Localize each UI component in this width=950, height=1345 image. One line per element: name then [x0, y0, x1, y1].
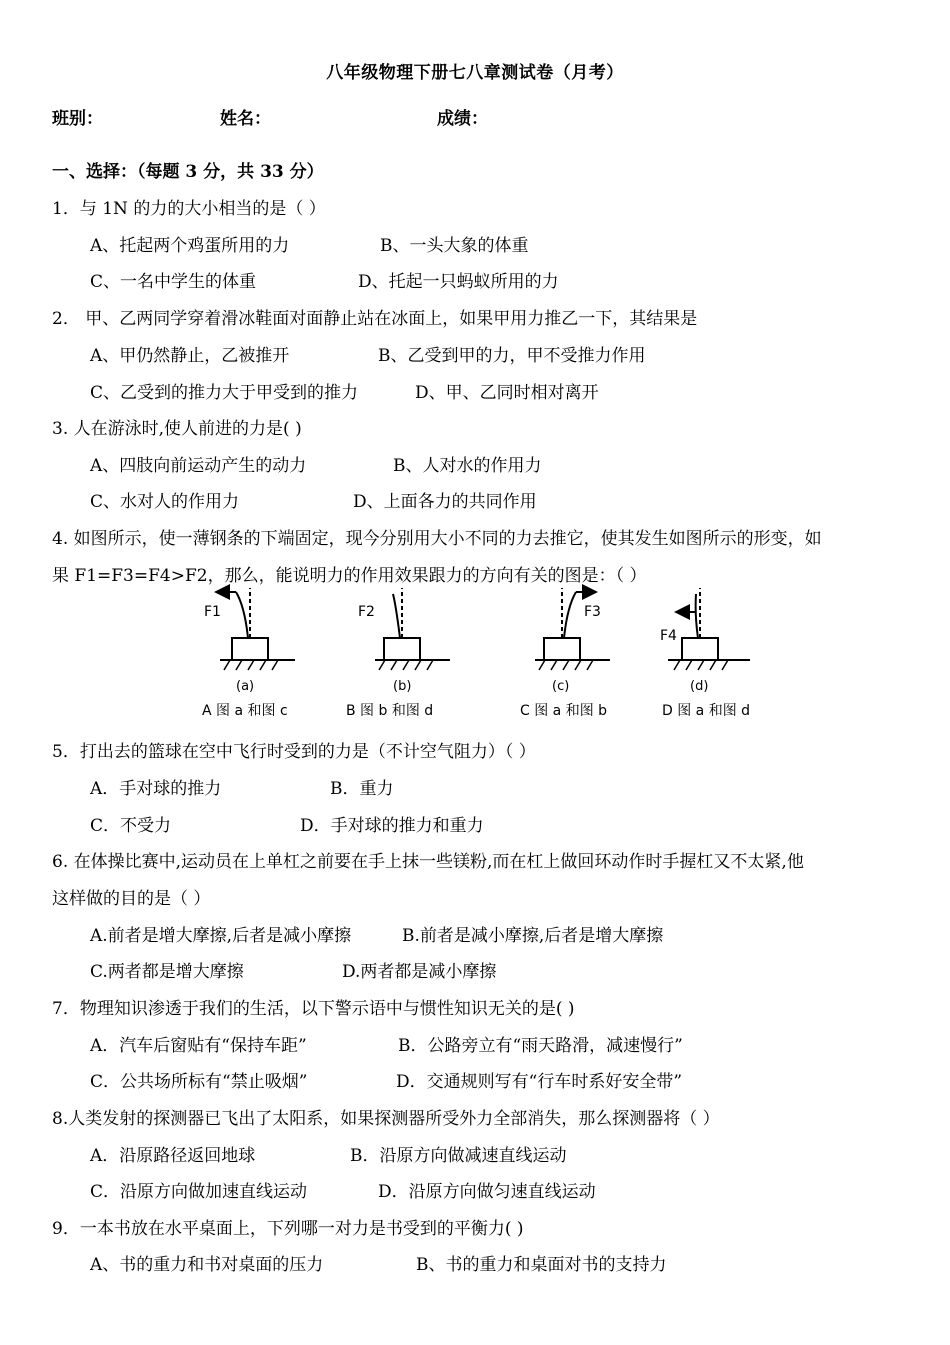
question-3-option-a: A、四肢向前运动产生的动力: [90, 456, 307, 476]
force-label-f4: F4: [660, 628, 677, 644]
question-2-option-d: D、甲、乙同时相对离开: [415, 383, 599, 403]
question-1-option-c: C、一名中学生的体重: [90, 272, 257, 292]
question-9-option-a: A、书的重力和书对桌面的压力: [90, 1255, 324, 1275]
question-9-option-b: B、书的重力和桌面对书的支持力: [416, 1255, 667, 1275]
panel-label-a: (a): [236, 679, 255, 694]
force-label-f2: F2: [358, 604, 375, 620]
question-7-option-d: D．交通规则写有“行车时系好安全带”: [396, 1072, 683, 1092]
question-6-option-d: D.两者都是减小摩擦: [342, 962, 497, 982]
question-3-option-c: C、水对人的作用力: [90, 492, 240, 512]
figure-panel-d: [660, 588, 750, 719]
question-4-stem-line-2: 果 F1=F3=F4>F2，那么，能说明力的作用效果跟力的方向有关的图是：（ ）: [52, 566, 647, 586]
question-5-stem: 5．打出去的篮球在空中飞行时受到的力是（不计空气阻力）（ ）: [52, 742, 536, 762]
question-3-stem: 3. 人在游泳时,使人前进的力是( ): [52, 419, 302, 439]
question-7-stem: 7．物理知识渗透于我们的生活，以下警示语中与惯性知识无关的是( ): [52, 999, 575, 1019]
figure-panel-c: [520, 588, 610, 719]
question-3-option-b: B、人对水的作用力: [393, 456, 542, 476]
question-1-stem: 1．与 1N 的力的大小相当的是（ ）: [52, 199, 326, 219]
question-5-option-d: D．手对球的推力和重力: [300, 816, 484, 836]
question-5-option-b: B．重力: [330, 779, 394, 799]
question-1-option-d: D、托起一只蚂蚁所用的力: [358, 272, 559, 292]
question-5-option-a: A．手对球的推力: [90, 779, 222, 799]
question-5-option-c: C．不受力: [90, 816, 172, 836]
question-2-option-c: C、乙受到的推力大于甲受到的推力: [90, 383, 359, 403]
question-9-stem: 9．一本书放在水平桌面上，下列哪一对力是书受到的平衡力( ): [52, 1219, 524, 1239]
figure-choice-c: C 图 a 和图 b: [520, 703, 608, 719]
question-7-option-b: B．公路旁立有“雨天路滑，减速慢行”: [398, 1036, 683, 1056]
question-8-option-d: D．沿原方向做匀速直线运动: [378, 1182, 596, 1202]
figure-choice-a: A 图 a 和图 c: [202, 703, 288, 719]
steel-strip-figure: [190, 584, 790, 724]
question-8-option-c: C．沿原方向做加速直线运动: [90, 1182, 308, 1202]
question-2-option-a: A、甲仍然静止，乙被推开: [90, 346, 290, 366]
question-7-option-a: A．汽车后窗贴有“保持车距”: [90, 1036, 307, 1056]
force-label-f3: F3: [584, 604, 601, 620]
question-2-option-b: B、乙受到甲的力，甲不受推力作用: [378, 346, 646, 366]
question-6-stem-line-2: 这样做的目的是（ ）: [52, 889, 211, 909]
panel-label-c: (c): [552, 679, 570, 694]
question-8-option-b: B．沿原方向做减速直线运动: [350, 1146, 567, 1166]
question-4-stem-line-1: 4. 如图所示，使一薄钢条的下端固定，现今分别用大小不同的力去推它，使其发生如图所示的形变，如: [52, 529, 822, 549]
question-8-stem: 8.人类发射的探测器已飞出了太阳系，如果探测器所受外力全部消失，那么探测器将（ ）: [52, 1109, 720, 1129]
question-2-stem: 2． 甲、乙两同学穿着滑冰鞋面对面静止站在冰面上，如果甲用力推乙一下，其结果是: [52, 309, 698, 329]
question-6-option-a: A.前者是增大摩擦,后者是减小摩擦: [90, 926, 352, 946]
question-6-option-b: B.前者是减小摩擦,后者是增大摩擦: [402, 926, 664, 946]
question-6-stem-line-1: 6. 在体操比赛中,运动员在上单杠之前要在手上抹一些镁粉,而在杠上做回环动作时手握杠又不太紧,他: [52, 852, 804, 872]
question-1-option-a: A、托起两个鸡蛋所用的力: [90, 236, 290, 256]
figure-panel-a: [202, 588, 295, 719]
question-7-option-c: C．公共场所标有“禁止吸烟”: [90, 1072, 308, 1092]
section-heading: 一、选择：（每题 3 分，共 33 分）: [52, 162, 324, 182]
question-6-option-c: C.两者都是增大摩擦: [90, 962, 244, 982]
question-3-option-d: D、上面各力的共同作用: [353, 492, 537, 512]
name-label: 姓名：: [220, 109, 271, 129]
panel-label-d: (d): [690, 679, 709, 694]
class-label: 班别：: [52, 109, 103, 129]
panel-label-b: (b): [393, 679, 412, 694]
figure-choice-b: B 图 b 和图 d: [346, 703, 434, 719]
figure-panel-b: [346, 588, 450, 719]
question-8-option-a: A．沿原路径返回地球: [90, 1146, 256, 1166]
force-label-f1: F1: [204, 604, 221, 620]
score-label: 成绩：: [437, 109, 488, 129]
question-1-option-b: B、一头大象的体重: [380, 236, 529, 256]
exam-title: 八年级物理下册七八章测试卷（月考）: [326, 63, 624, 83]
figure-choice-d: D 图 a 和图 d: [662, 703, 751, 719]
